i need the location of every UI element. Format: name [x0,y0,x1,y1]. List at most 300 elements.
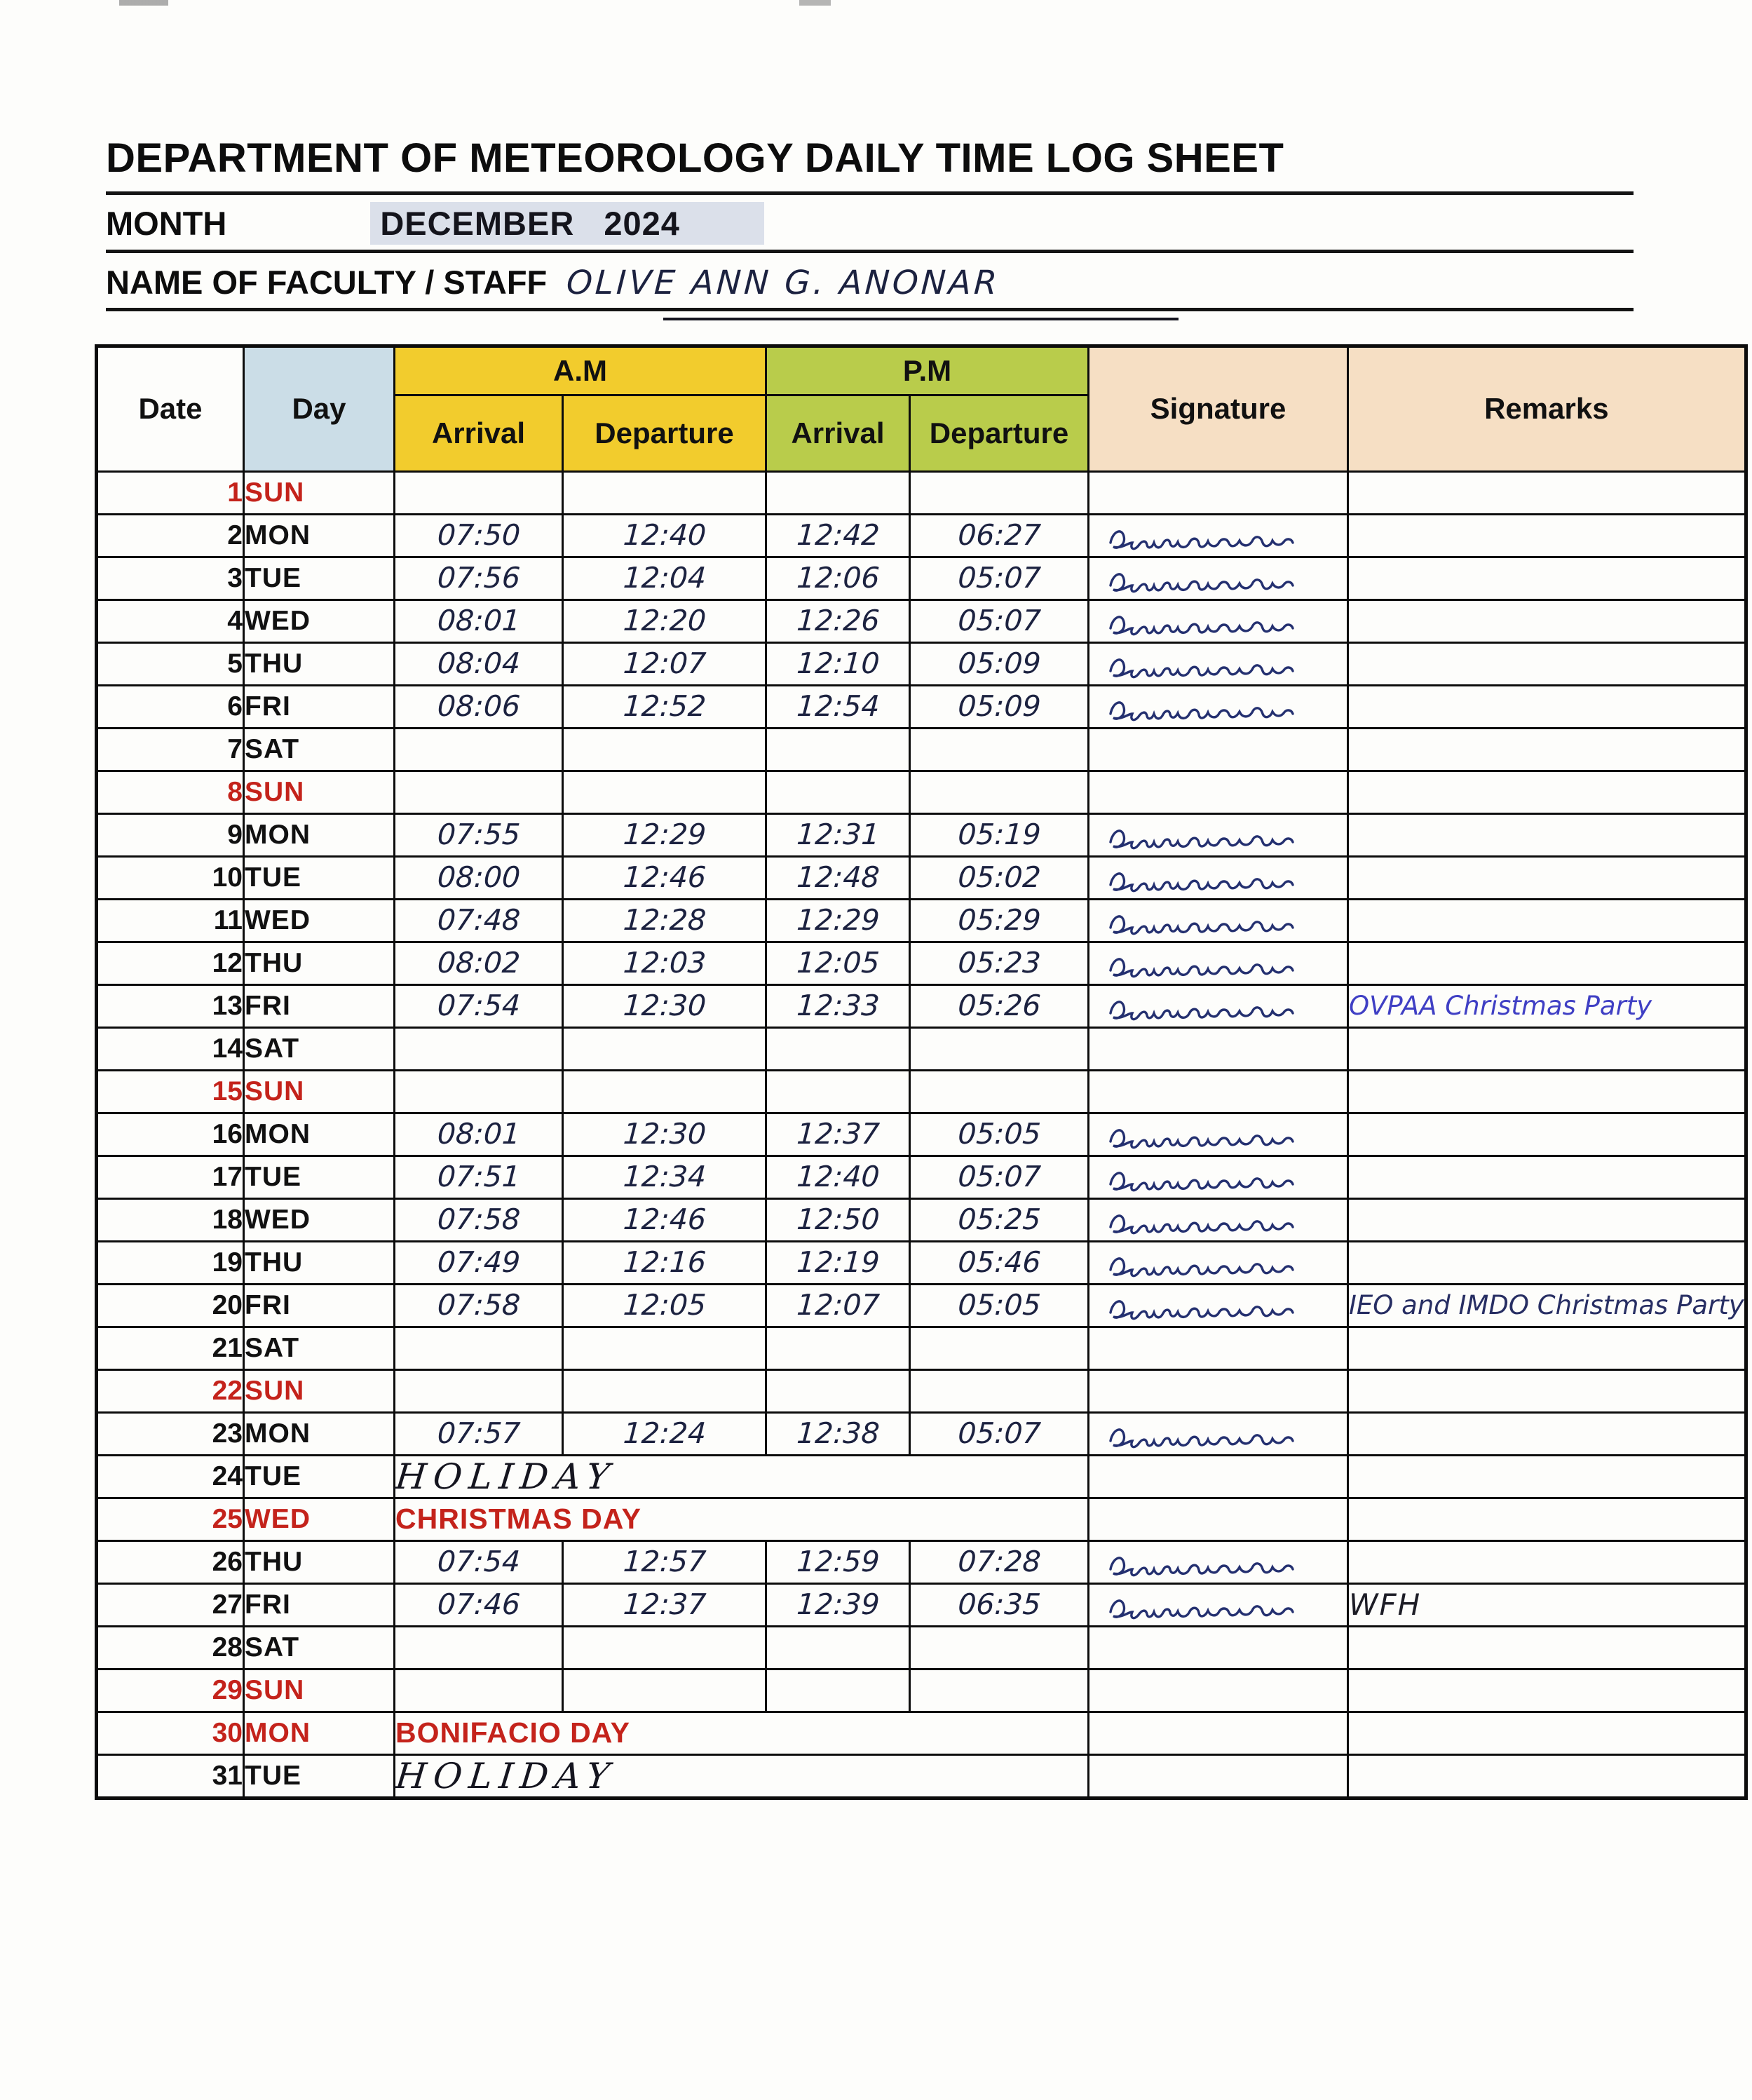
date-cell: 28 [97,1626,244,1669]
day-cell: FRI [244,1284,395,1327]
signature-cell [1089,599,1348,642]
pm-arrival-cell [765,1669,911,1712]
pm-departure-cell: 05:25 [909,1198,1089,1241]
log-row [97,1712,1746,1754]
month-underline [106,250,1634,253]
signature-cell [1089,1113,1348,1156]
remarks-cell [1348,1540,1746,1583]
am-departure-cell: 12:24 [562,1412,767,1455]
log-row [97,1498,1746,1540]
am-departure-cell: 12:16 [562,1241,767,1284]
am-arrival-cell: 07:51 [393,1156,564,1198]
name-line [106,263,1634,305]
signature-cell [1089,1070,1348,1113]
am-departure-cell: 12:29 [562,813,767,856]
pm-departure-cell [909,1327,1089,1369]
log-row [97,813,1746,856]
remarks-cell [1348,813,1746,856]
remarks-cell [1348,1498,1746,1540]
date-cell: 18 [97,1198,244,1241]
day-cell: THU [244,1241,395,1284]
signature-scribble [1102,564,1312,597]
log-row [97,1412,1746,1455]
signature-scribble [1102,864,1312,896]
date-cell: 29 [97,1669,244,1712]
pm-departure-cell: 05:07 [909,1156,1089,1198]
date-cell: 31 [97,1754,244,1798]
pm-departure-cell: 05:23 [909,942,1089,984]
day-cell: SAT [244,1626,395,1669]
pm-departure-cell: 05:46 [909,1241,1089,1284]
am-arrival-cell [393,771,564,813]
date-cell: 4 [97,599,244,642]
am-arrival-cell: 07:48 [393,899,564,942]
signature-scribble [1102,1163,1312,1195]
pm-arrival-cell: 12:38 [765,1412,911,1455]
pm-arrival-cell: 12:19 [765,1241,911,1284]
table-header [97,346,1746,471]
header-am-arrival: Arrival [395,395,563,471]
pm-arrival-cell: 12:59 [765,1540,911,1583]
am-departure-cell: 12:03 [562,942,767,984]
scan-edge-artifact [0,0,1752,6]
date-cell: 1 [97,471,244,514]
day-cell: TUE [244,856,395,899]
log-row [97,1583,1746,1626]
holiday-note: BONIFACIO DAY [395,1712,1089,1754]
remarks-cell [1348,856,1746,899]
date-cell: 10 [97,856,244,899]
pm-departure-cell: 05:19 [909,813,1089,856]
pm-arrival-cell: 12:39 [765,1583,911,1626]
remarks-cell [1348,1241,1746,1284]
day-cell: MON [244,1113,395,1156]
log-row [97,984,1746,1027]
am-arrival-cell: 07:46 [393,1583,564,1626]
log-row [97,1156,1746,1198]
signature-cell [1089,642,1348,685]
signature-cell [1089,1669,1348,1712]
day-cell: SUN [244,771,395,813]
day-cell: FRI [244,685,395,728]
signature-cell [1089,728,1348,771]
remarks-cell [1348,1369,1746,1412]
pm-arrival-cell: 12:33 [765,984,911,1027]
remarks-cell [1348,771,1746,813]
day-cell: SUN [244,1669,395,1712]
am-arrival-cell: 07:54 [393,1540,564,1583]
am-departure-cell: 12:30 [562,984,767,1027]
remarks-cell [1348,1156,1746,1198]
pm-arrival-cell: 12:26 [765,599,911,642]
pm-arrival-cell [765,1369,911,1412]
day-cell: MON [244,1712,395,1754]
header-am-departure: Departure [563,395,766,471]
day-cell: MON [244,1412,395,1455]
remarks-cell [1348,942,1746,984]
day-cell: TUE [244,557,395,599]
date-cell: 9 [97,813,244,856]
am-arrival-cell [393,1027,564,1070]
signature-cell [1089,942,1348,984]
date-cell: 15 [97,1070,244,1113]
day-cell: TUE [244,1754,395,1798]
log-row [97,514,1746,557]
am-departure-cell [562,728,767,771]
am-departure-cell [562,771,767,813]
signature-cell [1089,1626,1348,1669]
pm-departure-cell [909,471,1089,514]
day-cell: FRI [244,984,395,1027]
date-cell: 25 [97,1498,244,1540]
signature-cell [1089,685,1348,728]
date-cell: 8 [97,771,244,813]
log-row [97,685,1746,728]
header-day: Day [244,346,395,471]
am-arrival-cell: 08:04 [393,642,564,685]
date-cell: 24 [97,1455,244,1498]
pm-arrival-cell: 12:50 [765,1198,911,1241]
am-arrival-cell: 07:57 [393,1412,564,1455]
remarks-cell [1348,1070,1746,1113]
am-departure-cell: 12:20 [562,599,767,642]
signature-cell [1089,1156,1348,1198]
day-cell: SAT [244,728,395,771]
holiday-note: CHRISTMAS DAY [395,1498,1089,1540]
signature-scribble [1102,650,1312,682]
log-row [97,557,1746,599]
am-arrival-cell: 08:00 [393,856,564,899]
signature-cell [1089,1540,1348,1583]
date-cell: 13 [97,984,244,1027]
am-departure-cell [562,1669,767,1712]
signature-scribble [1102,1206,1312,1238]
time-log-table [95,344,1748,1800]
day-cell: TUE [244,1156,395,1198]
log-row [97,1626,1746,1669]
signature-cell [1089,1455,1348,1498]
day-cell: WED [244,599,395,642]
pm-departure-cell: 05:09 [909,685,1089,728]
log-row [97,599,1746,642]
am-departure-cell: 12:57 [562,1540,767,1583]
signature-scribble [1102,1420,1312,1452]
name-underline [106,308,1634,311]
remarks-cell [1348,471,1746,514]
am-departure-cell [562,471,767,514]
am-arrival-cell: 07:58 [393,1284,564,1327]
day-cell: SUN [244,1369,395,1412]
pm-arrival-cell [765,728,911,771]
signature-scribble [1102,1120,1312,1153]
date-cell: 3 [97,557,244,599]
am-arrival-cell [393,1369,564,1412]
pm-departure-cell [909,1027,1089,1070]
pm-arrival-cell: 12:37 [765,1113,911,1156]
pm-departure-cell: 07:28 [909,1540,1089,1583]
remarks-cell [1348,1198,1746,1241]
signature-cell [1089,471,1348,514]
header-pm-group: P.M [766,346,1089,395]
day-cell: SUN [244,1070,395,1113]
am-departure-cell: 12:28 [562,899,767,942]
pm-departure-cell: 05:09 [909,642,1089,685]
remarks-cell [1348,1027,1746,1070]
header-pm-arrival: Arrival [766,395,910,471]
date-cell: 20 [97,1284,244,1327]
pm-arrival-cell [765,1327,911,1369]
pm-arrival-cell [765,471,911,514]
signature-cell [1089,1498,1348,1540]
am-departure-cell: 12:40 [562,514,767,557]
day-cell: WED [244,899,395,942]
am-arrival-cell [393,1327,564,1369]
pm-departure-cell [909,1369,1089,1412]
signature-cell [1089,1198,1348,1241]
am-departure-cell [562,1626,767,1669]
pm-departure-cell [909,1626,1089,1669]
am-arrival-cell [393,471,564,514]
am-arrival-cell: 08:01 [393,599,564,642]
holiday-note: HOLIDAY [392,1754,1091,1798]
date-cell: 6 [97,685,244,728]
date-cell: 26 [97,1540,244,1583]
signature-cell [1089,1583,1348,1626]
am-arrival-cell: 07:50 [393,514,564,557]
am-arrival-cell: 07:58 [393,1198,564,1241]
signature-cell [1089,1754,1348,1798]
remarks-cell [1348,1412,1746,1455]
remarks-cell [1348,1754,1746,1798]
pm-arrival-cell: 12:06 [765,557,911,599]
signature-cell [1089,1284,1348,1327]
signature-scribble [1102,607,1312,639]
am-arrival-cell: 08:01 [393,1113,564,1156]
pm-departure-cell: 05:29 [909,899,1089,942]
header-date: Date [97,346,244,471]
day-cell: SAT [244,1027,395,1070]
log-row [97,1455,1746,1498]
pm-departure-cell: 05:02 [909,856,1089,899]
log-row [97,1027,1746,1070]
pm-departure-cell: 05:26 [909,984,1089,1027]
log-row [97,1540,1746,1583]
date-cell: 5 [97,642,244,685]
signature-scribble [1102,522,1312,554]
am-arrival-cell: 07:54 [393,984,564,1027]
remarks-cell [1348,899,1746,942]
signature-cell [1089,1369,1348,1412]
date-cell: 12 [97,942,244,984]
signature-scribble [1102,1249,1312,1281]
pm-arrival-cell: 12:54 [765,685,911,728]
signature-scribble [1102,1591,1312,1623]
signature-cell [1089,557,1348,599]
remarks-cell [1348,642,1746,685]
date-cell: 19 [97,1241,244,1284]
log-row [97,1327,1746,1369]
am-arrival-cell: 07:49 [393,1241,564,1284]
am-departure-cell [562,1369,767,1412]
remarks-cell [1348,1327,1746,1369]
date-cell: 17 [97,1156,244,1198]
signature-scribble [1102,821,1312,853]
am-arrival-cell [393,1070,564,1113]
am-departure-cell: 12:34 [562,1156,767,1198]
signature-scribble [1102,1548,1312,1580]
date-cell: 23 [97,1412,244,1455]
am-arrival-cell [393,1669,564,1712]
pm-departure-cell: 06:27 [909,514,1089,557]
am-departure-cell: 12:37 [562,1583,767,1626]
signature-cell [1089,856,1348,899]
day-cell: SUN [244,471,395,514]
am-arrival-cell [393,728,564,771]
remarks-cell [1348,1626,1746,1669]
remarks-cell [1348,685,1746,728]
signature-cell [1089,1712,1348,1754]
remarks-cell [1348,1455,1746,1498]
signature-cell [1089,1027,1348,1070]
remarks-cell [1348,728,1746,771]
am-arrival-cell [393,1626,564,1669]
remarks-cell [1348,514,1746,557]
month-value: DECEMBER 2024 [370,202,764,245]
remarks-cell: IEO and IMDO Christmas Party [1348,1284,1746,1327]
date-cell: 11 [97,899,244,942]
am-departure-cell: 12:05 [562,1284,767,1327]
page-title: DEPARTMENT OF METEOROLOGY DAILY TIME LOG SHEET [106,135,1284,181]
log-row [97,1241,1746,1284]
log-row [97,471,1746,514]
pm-arrival-cell [765,771,911,813]
log-row [97,1369,1746,1412]
day-cell: THU [244,642,395,685]
date-cell: 2 [97,514,244,557]
pm-departure-cell: 06:35 [909,1583,1089,1626]
log-row [97,1284,1746,1327]
am-departure-cell [562,1027,767,1070]
remarks-cell: OVPAA Christmas Party [1348,984,1746,1027]
pm-arrival-cell: 12:10 [765,642,911,685]
signature-scribble [1102,693,1312,725]
pm-departure-cell: 05:05 [909,1284,1089,1327]
remarks-cell [1348,1113,1746,1156]
header-remarks: Remarks [1348,346,1746,471]
pm-departure-cell [909,728,1089,771]
pm-departure-cell [909,1669,1089,1712]
date-cell: 14 [97,1027,244,1070]
header-pm-departure: Departure [910,395,1089,471]
log-rows [97,471,1746,1798]
log-row [97,942,1746,984]
day-cell: WED [244,1198,395,1241]
log-row [97,1754,1746,1798]
holiday-note: HOLIDAY [392,1455,1090,1498]
signature-cell [1089,1412,1348,1455]
day-cell: MON [244,514,395,557]
signature-cell [1089,899,1348,942]
day-cell: THU [244,942,395,984]
pm-arrival-cell: 12:40 [765,1156,911,1198]
signature-cell [1089,771,1348,813]
date-cell: 21 [97,1327,244,1369]
faculty-name-handwritten: OLIVE ANN G. ANONAR [565,263,1001,302]
remarks-cell [1348,1669,1746,1712]
log-row [97,1070,1746,1113]
am-arrival-cell: 08:02 [393,942,564,984]
pm-arrival-cell: 12:31 [765,813,911,856]
signature-cell [1089,1327,1348,1369]
am-arrival-cell: 08:06 [393,685,564,728]
remarks-cell [1348,599,1746,642]
day-cell: SAT [244,1327,395,1369]
day-cell: TUE [244,1455,395,1498]
log-row [97,1198,1746,1241]
log-row [97,642,1746,685]
day-cell: THU [244,1540,395,1583]
day-cell: WED [244,1498,395,1540]
pm-arrival-cell [765,1027,911,1070]
log-row [97,856,1746,899]
pm-departure-cell: 05:07 [909,599,1089,642]
pm-arrival-cell [765,1070,911,1113]
header-signature: Signature [1089,346,1348,471]
pm-arrival-cell: 12:48 [765,856,911,899]
signature-scribble [1102,949,1312,982]
remarks-cell [1348,557,1746,599]
am-arrival-cell: 07:56 [393,557,564,599]
pm-arrival-cell: 12:42 [765,514,911,557]
am-departure-cell: 12:46 [562,856,767,899]
pm-departure-cell: 05:07 [909,557,1089,599]
date-cell: 7 [97,728,244,771]
pm-arrival-cell: 12:29 [765,899,911,942]
signature-scribble [1102,907,1312,939]
pm-departure-cell: 05:05 [909,1113,1089,1156]
name-short-underline [663,318,1179,320]
pm-arrival-cell: 12:05 [765,942,911,984]
pm-departure-cell [909,771,1089,813]
pm-departure-cell [909,1070,1089,1113]
log-row [97,1113,1746,1156]
am-arrival-cell: 07:55 [393,813,564,856]
title-underline [106,191,1634,195]
am-departure-cell [562,1070,767,1113]
day-cell: FRI [244,1583,395,1626]
log-row [97,1669,1746,1712]
am-departure-cell: 12:30 [562,1113,767,1156]
am-departure-cell: 12:52 [562,685,767,728]
signature-cell [1089,1241,1348,1284]
am-departure-cell: 12:07 [562,642,767,685]
am-departure-cell: 12:46 [562,1198,767,1241]
date-cell: 27 [97,1583,244,1626]
log-row [97,728,1746,771]
signature-scribble [1102,992,1312,1024]
page-headings [106,137,1634,320]
date-cell: 16 [97,1113,244,1156]
signature-cell [1089,984,1348,1027]
day-cell: MON [244,813,395,856]
date-cell: 30 [97,1712,244,1754]
date-cell: 22 [97,1369,244,1412]
remarks-cell [1348,1712,1746,1754]
am-departure-cell [562,1327,767,1369]
faculty-name-label: NAME OF FACULTY / STAFF [106,263,548,301]
header-am-group: A.M [395,346,766,395]
remarks-cell: WFH [1348,1583,1746,1626]
